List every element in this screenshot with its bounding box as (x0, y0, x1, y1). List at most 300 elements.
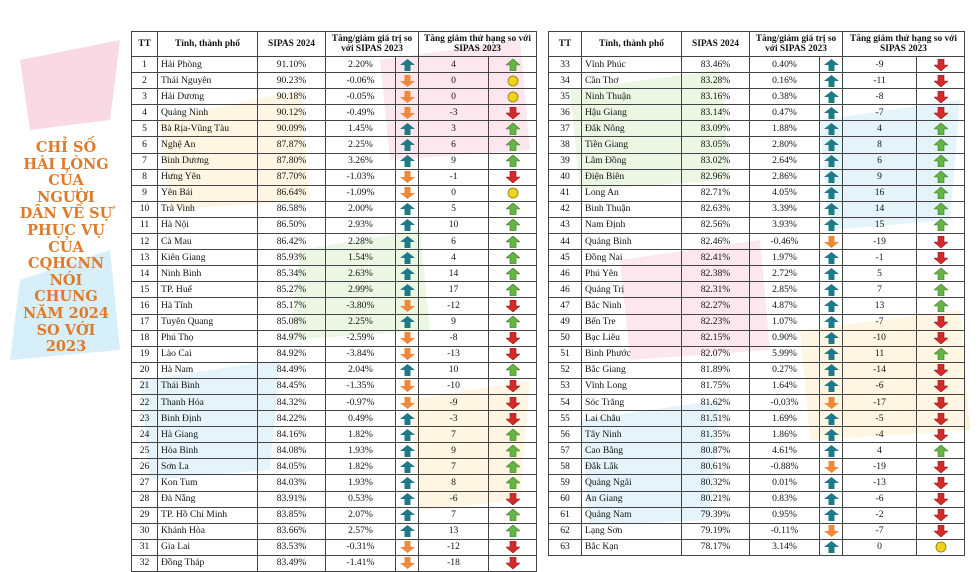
value-change: 1.97% (750, 250, 820, 266)
province-name: Lạng Sơn (582, 523, 682, 539)
rank-change: -5 (843, 411, 917, 427)
side-title-line: SO VỚI (36, 321, 96, 339)
table-row (132, 266, 537, 282)
value-change: 2.93% (326, 217, 396, 233)
rank-down-arrow-icon (917, 330, 965, 346)
sipas-score: 80.87% (682, 443, 750, 459)
rank-number: 17 (132, 314, 158, 330)
table-row (132, 491, 537, 507)
table-row (549, 201, 965, 217)
rank-change: 16 (843, 185, 917, 201)
rank-number: 23 (132, 411, 158, 427)
rank-change: -12 (419, 539, 489, 555)
rank-up-arrow-icon (489, 507, 537, 523)
rank-change: 13 (419, 523, 489, 539)
sipas-score: 84.97% (258, 330, 326, 346)
rank-number: 44 (549, 234, 582, 250)
side-title (6, 140, 126, 356)
rank-change: 5 (419, 201, 489, 217)
province-name: Yên Bái (158, 185, 258, 201)
table-row (549, 507, 965, 523)
rank-down-arrow-icon (917, 362, 965, 378)
table-row (549, 73, 965, 89)
table-row (549, 330, 965, 346)
value-change: 3.93% (750, 217, 820, 233)
trend-up-arrow-icon (396, 153, 419, 169)
table-row (132, 427, 537, 443)
rank-down-arrow-icon (917, 89, 965, 105)
sipas-score: 84.32% (258, 394, 326, 410)
sipas-score: 84.05% (258, 459, 326, 475)
rank-up-arrow-icon (489, 282, 537, 298)
value-change: 0.49% (326, 411, 396, 427)
trend-down-arrow-icon (396, 330, 419, 346)
value-change: 1.82% (326, 427, 396, 443)
value-change: 0.95% (750, 507, 820, 523)
rank-number: 53 (549, 378, 582, 394)
rank-down-arrow-icon (917, 411, 965, 427)
trend-down-arrow-icon (396, 89, 419, 105)
value-change: 4.61% (750, 443, 820, 459)
rank-change: 0 (843, 539, 917, 555)
table-row (132, 185, 537, 201)
rank-number: 3 (132, 89, 158, 105)
rank-up-arrow-icon (489, 250, 537, 266)
rank-number: 46 (549, 282, 582, 298)
trend-up-arrow-icon (396, 282, 419, 298)
sipas-score: 83.46% (682, 57, 750, 73)
table-row (132, 169, 537, 185)
rank-up-arrow-icon (489, 153, 537, 169)
rank-number: 2 (132, 73, 158, 89)
trend-up-arrow-icon (820, 443, 843, 459)
value-change: 2.64% (750, 153, 820, 169)
rank-down-arrow-icon (917, 73, 965, 89)
rank-change: -7 (843, 314, 917, 330)
rank-up-arrow-icon (917, 298, 965, 314)
sipas-score: 86.58% (258, 201, 326, 217)
side-title-line: NGƯỜI (37, 188, 95, 206)
rank-change: 9 (419, 443, 489, 459)
rank-down-arrow-icon (489, 169, 537, 185)
province-name: Nghệ An (158, 137, 258, 153)
rank-down-arrow-icon (917, 57, 965, 73)
table-row (549, 185, 965, 201)
rank-change: 0 (419, 89, 489, 105)
province-name: Hà Giang (158, 427, 258, 443)
rank-down-arrow-icon (917, 507, 965, 523)
province-name: Bắc Giang (582, 362, 682, 378)
rank-number: 43 (549, 217, 582, 233)
sipas-score: 81.62% (682, 394, 750, 410)
value-change: 0.83% (750, 491, 820, 507)
table-row (549, 282, 965, 298)
sipas-score: 81.89% (682, 362, 750, 378)
trend-up-arrow-icon (820, 250, 843, 266)
rank-number: 58 (549, 459, 582, 475)
rank-change: -2 (843, 507, 917, 523)
province-name: Sóc Trăng (582, 394, 682, 410)
sipas-score: 82.46% (682, 234, 750, 250)
table-row (132, 201, 537, 217)
rank-number: 38 (549, 137, 582, 153)
rank-up-arrow-icon (489, 57, 537, 73)
value-change: 3.14% (750, 539, 820, 555)
trend-down-arrow-icon (396, 394, 419, 410)
sipas-score: 80.61% (682, 459, 750, 475)
rank-same-circle-icon (489, 73, 537, 89)
trend-up-arrow-icon (820, 378, 843, 394)
province-name: Hòa Bình (158, 443, 258, 459)
province-name: Quảng Ninh (158, 105, 258, 121)
province-name: Kiên Giang (158, 250, 258, 266)
table-row (132, 346, 537, 362)
table-row (132, 234, 537, 250)
rank-number: 59 (549, 475, 582, 491)
rank-change: 14 (843, 201, 917, 217)
rank-change: -18 (419, 555, 489, 571)
rank-change: -4 (843, 427, 917, 443)
rank-change: 9 (419, 153, 489, 169)
rank-change: 8 (843, 137, 917, 153)
sipas-score: 84.16% (258, 427, 326, 443)
header-rank-change: Tăng giảm thứ hạng so với SIPAS 2023 (419, 32, 537, 57)
table-row (549, 378, 965, 394)
sipas-score: 85.08% (258, 314, 326, 330)
rank-number: 21 (132, 378, 158, 394)
rank-down-arrow-icon (917, 250, 965, 266)
trend-up-arrow-icon (820, 314, 843, 330)
value-change: 1.54% (326, 250, 396, 266)
province-name: Vĩnh Long (582, 378, 682, 394)
rank-up-arrow-icon (917, 346, 965, 362)
trend-up-arrow-icon (396, 475, 419, 491)
rank-number: 49 (549, 314, 582, 330)
sipas-score: 82.56% (682, 217, 750, 233)
trend-up-arrow-icon (396, 427, 419, 443)
side-title-line: NĂM 2024 (23, 304, 109, 322)
sipas-score: 82.27% (682, 298, 750, 314)
sipas-score: 81.75% (682, 378, 750, 394)
rank-down-arrow-icon (917, 394, 965, 410)
rank-number: 39 (549, 153, 582, 169)
table-row (549, 362, 965, 378)
rank-down-arrow-icon (489, 330, 537, 346)
side-title-line: NÓI (49, 271, 83, 289)
value-change: -3.80% (326, 298, 396, 314)
rank-same-circle-icon (489, 185, 537, 201)
table-row (549, 475, 965, 491)
province-name: Hải Phòng (158, 57, 258, 73)
province-name: Bắc Ninh (582, 298, 682, 314)
rank-down-arrow-icon (489, 411, 537, 427)
header-sipas: SIPAS 2024 (258, 32, 326, 57)
rank-change: -13 (843, 475, 917, 491)
trend-up-arrow-icon (820, 105, 843, 121)
side-title-line: CHỈ SỐ (35, 139, 97, 156)
value-change: 1.93% (326, 475, 396, 491)
sipas-score: 90.23% (258, 73, 326, 89)
table-row (549, 121, 965, 137)
table-row (549, 427, 965, 443)
province-name: Bình Phước (582, 346, 682, 362)
sipas-score: 81.51% (682, 411, 750, 427)
rank-number: 41 (549, 185, 582, 201)
trend-up-arrow-icon (820, 427, 843, 443)
trend-up-arrow-icon (820, 298, 843, 314)
province-name: Hà Tĩnh (158, 298, 258, 314)
rank-up-arrow-icon (917, 137, 965, 153)
table-row (549, 346, 965, 362)
rank-number: 62 (549, 523, 582, 539)
sipas-score: 84.92% (258, 346, 326, 362)
value-change: 0.40% (750, 57, 820, 73)
value-change: -0.31% (326, 539, 396, 555)
trend-up-arrow-icon (820, 491, 843, 507)
rank-change: 5 (843, 266, 917, 282)
sipas-score: 83.05% (682, 137, 750, 153)
province-name: Lào Cai (158, 346, 258, 362)
side-title-line: CỦA (48, 172, 84, 190)
value-change: 2.04% (326, 362, 396, 378)
trend-up-arrow-icon (396, 491, 419, 507)
sipas-score: 81.35% (682, 427, 750, 443)
trend-up-arrow-icon (396, 507, 419, 523)
header-tt: TT (549, 32, 582, 57)
header-rank-change: Tăng giảm thứ hạng so với SIPAS 2023 (843, 32, 965, 57)
rank-change: 7 (419, 427, 489, 443)
rank-same-circle-icon (917, 539, 965, 555)
rank-change: 8 (419, 475, 489, 491)
rank-change: -19 (843, 459, 917, 475)
header-sipas: SIPAS 2024 (682, 32, 750, 57)
province-name: Tây Ninh (582, 427, 682, 443)
sipas-score: 83.14% (682, 105, 750, 121)
rank-number: 40 (549, 169, 582, 185)
side-title-line: CỦA (48, 238, 84, 256)
rank-change: 4 (419, 250, 489, 266)
rank-number: 10 (132, 201, 158, 217)
sipas-score: 82.07% (682, 346, 750, 362)
value-change: 2.07% (326, 507, 396, 523)
rank-change: -3 (419, 411, 489, 427)
rank-number: 12 (132, 234, 158, 250)
trend-up-arrow-icon (820, 57, 843, 73)
rank-change: -6 (843, 491, 917, 507)
trend-down-arrow-icon (396, 298, 419, 314)
province-name: Bến Tre (582, 314, 682, 330)
rank-up-arrow-icon (489, 137, 537, 153)
rank-up-arrow-icon (489, 266, 537, 282)
rank-up-arrow-icon (489, 459, 537, 475)
value-change: 1.82% (326, 459, 396, 475)
sipas-score: 84.22% (258, 411, 326, 427)
value-change: 4.05% (750, 185, 820, 201)
rank-number: 30 (132, 523, 158, 539)
value-change: 2.80% (750, 137, 820, 153)
rank-number: 31 (132, 539, 158, 555)
value-change: 2.25% (326, 137, 396, 153)
rank-up-arrow-icon (489, 121, 537, 137)
rank-number: 25 (132, 443, 158, 459)
rank-number: 7 (132, 153, 158, 169)
trend-up-arrow-icon (396, 362, 419, 378)
rank-up-arrow-icon (917, 185, 965, 201)
value-change: 2.25% (326, 314, 396, 330)
rank-up-arrow-icon (489, 217, 537, 233)
rank-number: 24 (132, 427, 158, 443)
table-row (549, 298, 965, 314)
rank-down-arrow-icon (489, 555, 537, 571)
sipas-score: 84.49% (258, 362, 326, 378)
province-name: Cần Thơ (582, 73, 682, 89)
province-name: Thái Nguyên (158, 73, 258, 89)
trend-up-arrow-icon (820, 411, 843, 427)
table-row (132, 105, 537, 121)
rank-number: 57 (549, 443, 582, 459)
province-name: Trà Vinh (158, 201, 258, 217)
value-change: -2.59% (326, 330, 396, 346)
rank-down-arrow-icon (917, 234, 965, 250)
rank-number: 34 (549, 73, 582, 89)
value-change: 2.57% (326, 523, 396, 539)
rank-change: 15 (843, 217, 917, 233)
rank-change: -10 (843, 330, 917, 346)
table-row (132, 314, 537, 330)
province-name: Đồng Nai (582, 250, 682, 266)
value-change: 0.01% (750, 475, 820, 491)
sipas-score: 85.27% (258, 282, 326, 298)
province-name: Kon Tum (158, 475, 258, 491)
table-row (549, 153, 965, 169)
table-row (132, 378, 537, 394)
rank-change: 14 (419, 266, 489, 282)
rank-up-arrow-icon (489, 362, 537, 378)
sipas-score: 83.16% (682, 89, 750, 105)
table-row (132, 89, 537, 105)
value-change: 0.27% (750, 362, 820, 378)
rank-change: -12 (419, 298, 489, 314)
province-name: Phú Thọ (158, 330, 258, 346)
value-change: -0.97% (326, 394, 396, 410)
province-name: Quảng Ngãi (582, 475, 682, 491)
province-name: Đồng Tháp (158, 555, 258, 571)
table-row (549, 105, 965, 121)
side-title-line: 2023 (45, 338, 87, 356)
table-row (549, 394, 965, 410)
sipas-score: 83.85% (258, 507, 326, 523)
rank-change: -10 (419, 378, 489, 394)
trend-up-arrow-icon (396, 57, 419, 73)
header-value-change: Tăng/giảm giá trị so với SIPAS 2023 (326, 32, 419, 57)
table-row (549, 89, 965, 105)
province-name: Hưng Yên (158, 169, 258, 185)
province-name: Đắk Nông (582, 121, 682, 137)
rank-change: -14 (843, 362, 917, 378)
table-row (132, 121, 537, 137)
rank-change: 4 (843, 121, 917, 137)
province-name: Ninh Bình (158, 266, 258, 282)
rank-number: 60 (549, 491, 582, 507)
province-name: Hà Nam (158, 362, 258, 378)
rank-change: -17 (843, 394, 917, 410)
rank-number: 14 (132, 266, 158, 282)
province-name: TP. Hồ Chí Minh (158, 507, 258, 523)
trend-down-arrow-icon (820, 234, 843, 250)
trend-down-arrow-icon (820, 394, 843, 410)
rank-change: 10 (419, 217, 489, 233)
table-row (132, 507, 537, 523)
rank-number: 18 (132, 330, 158, 346)
sipas-table-left (131, 31, 537, 572)
value-change: -0.03% (750, 394, 820, 410)
sipas-score: 82.15% (682, 330, 750, 346)
rank-number: 1 (132, 57, 158, 73)
table-row (549, 137, 965, 153)
rank-down-arrow-icon (489, 394, 537, 410)
rank-change: -1 (843, 250, 917, 266)
value-change: 0.90% (750, 330, 820, 346)
table-header-row (549, 32, 965, 57)
rank-number: 46 (549, 266, 582, 282)
sipas-score: 82.63% (682, 201, 750, 217)
rank-number: 29 (132, 507, 158, 523)
sipas-score: 83.02% (682, 153, 750, 169)
rank-change: 17 (419, 282, 489, 298)
trend-down-arrow-icon (396, 346, 419, 362)
rank-up-arrow-icon (489, 427, 537, 443)
side-title-line: HÀI LÒNG (23, 155, 109, 173)
trend-up-arrow-icon (396, 459, 419, 475)
value-change: -0.88% (750, 459, 820, 475)
table-row (132, 411, 537, 427)
trend-up-arrow-icon (820, 539, 843, 555)
rank-number: 20 (132, 362, 158, 378)
rank-down-arrow-icon (489, 105, 537, 121)
table-row (549, 266, 965, 282)
table-row (132, 475, 537, 491)
sipas-score: 79.39% (682, 507, 750, 523)
side-title-line: DÂN VỀ SỰ (19, 205, 113, 223)
value-change: -1.35% (326, 378, 396, 394)
side-title-line: PHỤC VỤ (27, 221, 105, 239)
trend-down-arrow-icon (396, 555, 419, 571)
rank-change: 4 (843, 443, 917, 459)
rank-down-arrow-icon (917, 475, 965, 491)
sipas-score: 86.64% (258, 185, 326, 201)
sipas-score: 87.70% (258, 169, 326, 185)
sipas-score: 82.96% (682, 169, 750, 185)
province-name: Bình Thuận (582, 201, 682, 217)
province-name: Hà Nội (158, 217, 258, 233)
province-name: Lâm Đồng (582, 153, 682, 169)
rank-change: -3 (419, 105, 489, 121)
header-province: Tỉnh, thành phố (158, 32, 258, 57)
rank-up-arrow-icon (489, 314, 537, 330)
rank-change: 7 (843, 282, 917, 298)
rank-number: 27 (132, 475, 158, 491)
province-name: Cao Bằng (582, 443, 682, 459)
province-name: Gia Lai (158, 539, 258, 555)
rank-change: -8 (843, 89, 917, 105)
rank-change: -19 (843, 234, 917, 250)
sipas-score: 82.41% (682, 250, 750, 266)
sipas-score: 80.21% (682, 491, 750, 507)
province-name: Lai Châu (582, 411, 682, 427)
table-row (132, 443, 537, 459)
province-name: Thái Bình (158, 378, 258, 394)
value-change: 5.99% (750, 346, 820, 362)
